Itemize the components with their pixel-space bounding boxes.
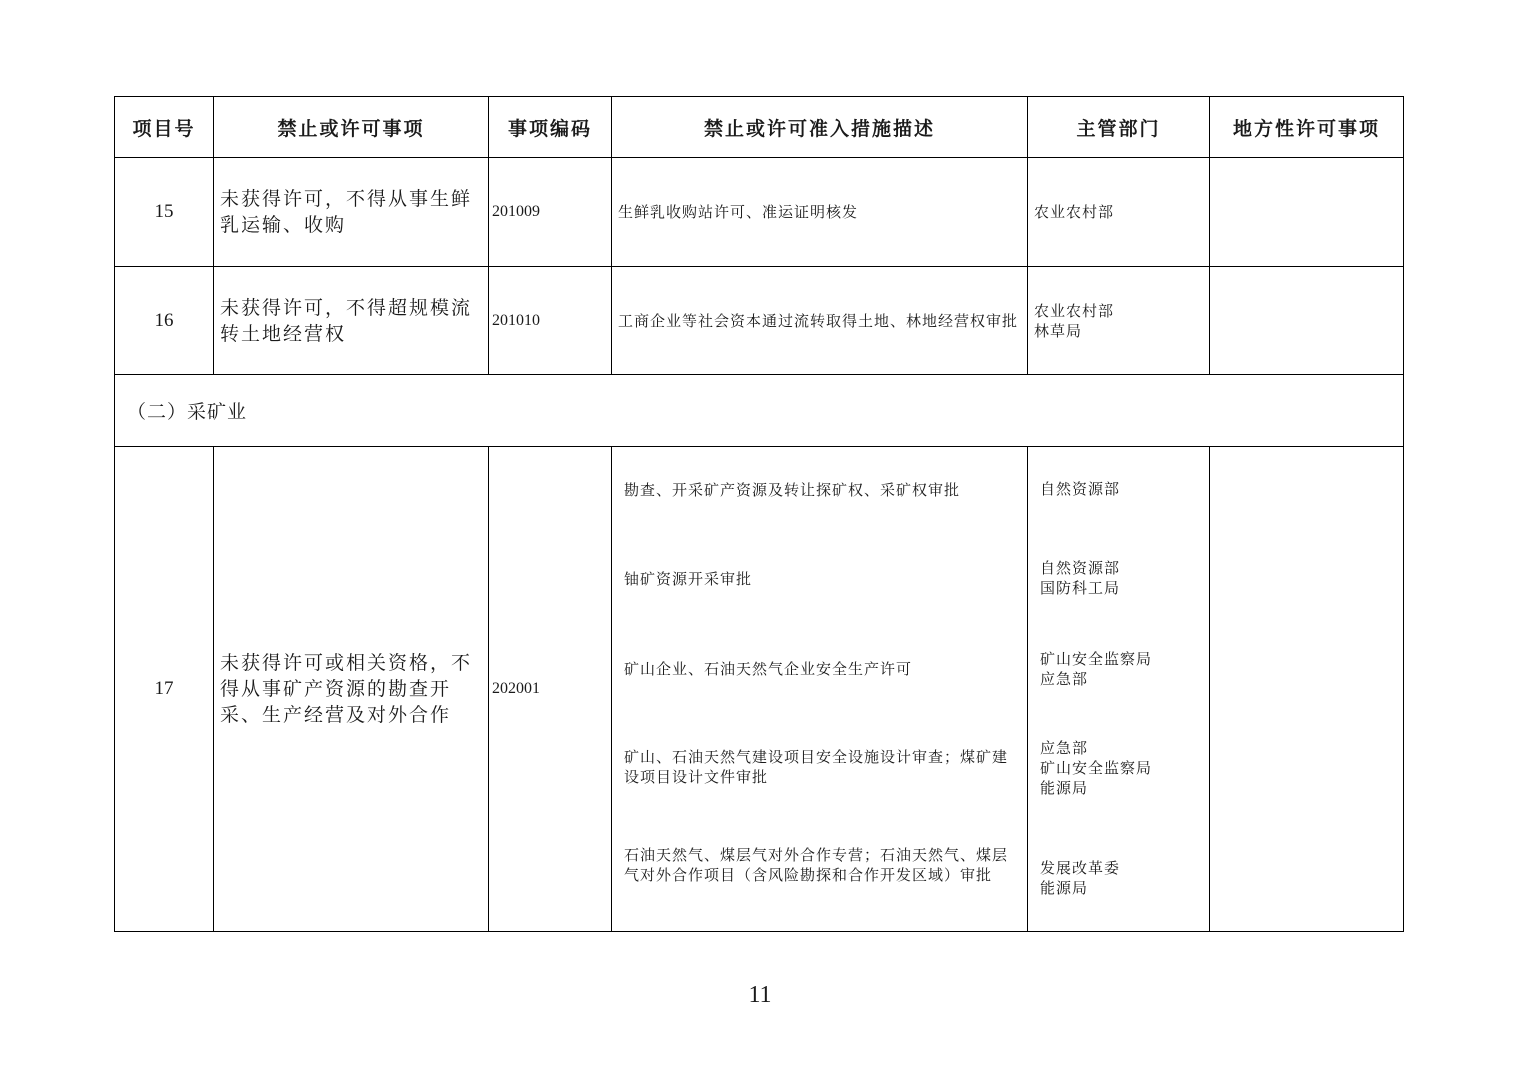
header-item: 禁止或许可事项 [214, 97, 489, 158]
sub-department: 发展改革委 能源局 [1040, 859, 1121, 897]
sub-description: 矿山、石油天然气建设项目安全设施设计审查；煤矿建设项目设计文件审批 [624, 748, 1009, 786]
market-access-table [114, 96, 1404, 932]
row-local-permit [1210, 158, 1404, 267]
table-header-row [115, 97, 1404, 158]
row-number: 17 [115, 447, 214, 932]
header-item-number: 项目号 [115, 97, 214, 158]
row-description: 工商企业等社会资本通过流转取得土地、林地经营权审批 [612, 267, 1028, 375]
row-description-group [612, 447, 1028, 932]
row-item: 未获得许可，不得从事生鲜乳运输、收购 [214, 158, 489, 267]
row-department: 农业农村部 林草局 [1028, 267, 1210, 375]
row-local-permit [1210, 267, 1404, 375]
row-number: 15 [115, 158, 214, 267]
header-description: 禁止或许可准入措施描述 [612, 97, 1028, 158]
header-local-permit: 地方性许可事项 [1210, 97, 1404, 158]
sub-description: 勘查、开采矿产资源及转让探矿权、采矿权审批 [624, 481, 961, 499]
table-row [115, 447, 1404, 932]
table-row [115, 158, 1404, 267]
sub-description: 矿山企业、石油天然气企业安全生产许可 [624, 660, 913, 678]
table-row [115, 267, 1404, 375]
row-code: 201010 [489, 267, 612, 375]
row-item: 未获得许可或相关资格，不得从事矿产资源的勘查开采、生产经营及对外合作 [214, 447, 489, 932]
header-code: 事项编码 [489, 97, 612, 158]
sub-department: 矿山安全监察局 应急部 [1040, 650, 1153, 688]
row-code: 201009 [489, 158, 612, 267]
row-number: 16 [115, 267, 214, 375]
row-description: 生鲜乳收购站许可、准运证明核发 [612, 158, 1028, 267]
sub-department: 自然资源部 国防科工局 [1040, 559, 1121, 597]
sub-department: 自然资源部 [1040, 480, 1121, 498]
row-code: 202001 [489, 447, 612, 932]
row-department: 农业农村部 [1028, 158, 1210, 267]
row-department-group [1028, 447, 1210, 932]
header-department: 主管部门 [1028, 97, 1210, 158]
sub-description: 铀矿资源开采审批 [624, 570, 753, 588]
sub-description: 石油天然气、煤层气对外合作专营；石油天然气、煤层气对外合作项目（含风险勘探和合作开发区域）审批 [624, 846, 1009, 884]
section-title: （二）采矿业 [115, 375, 1404, 447]
page-number: 11 [748, 982, 772, 1008]
row-item: 未获得许可，不得超规模流转土地经营权 [214, 267, 489, 375]
row-local-permit [1210, 447, 1404, 932]
sub-department: 应急部 矿山安全监察局 能源局 [1040, 739, 1153, 797]
section-row [115, 375, 1404, 447]
